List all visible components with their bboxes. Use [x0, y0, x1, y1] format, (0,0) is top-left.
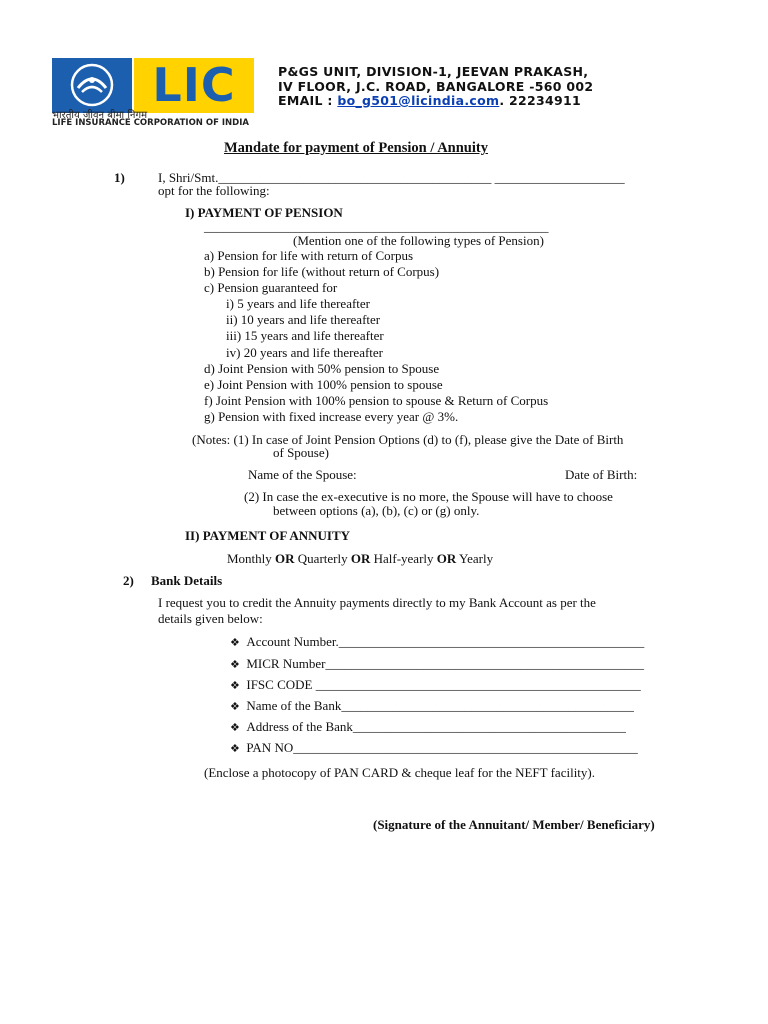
diamond-bullet-icon: ❖ [230, 659, 240, 671]
notes-1-cont: of Spouse) [273, 445, 329, 460]
option-d: d) Joint Pension with 50% pension to Spouse [204, 361, 440, 376]
org-name: LIFE INSURANCE CORPORATION OF INDIA [52, 118, 249, 128]
notes-2-cont: between options (a), (b), (c) or (g) only. [273, 503, 480, 518]
freq-yearly: Yearly [456, 551, 494, 566]
page-title: Mandate for payment of Pension / Annuity [224, 140, 488, 156]
section2-number: 2) [123, 573, 134, 588]
field-bank-address [230, 719, 626, 735]
diamond-bullet-icon: ❖ [230, 743, 240, 755]
pension-heading: I) PAYMENT OF PENSION [185, 205, 343, 220]
spouse-name-label: Name of the Spouse: [248, 467, 357, 482]
mention-note: (Mention one of the following types of Pension) [293, 233, 544, 248]
micr-label: MICR Number_________________________________________________ [246, 656, 644, 671]
bank-address-label: Address of the Bank__________________________________________ [246, 719, 626, 734]
freq-quarterly: Quarterly [294, 551, 351, 566]
request-line1: I request you to credit the Annuity payments directly to my Bank Account as per the [158, 595, 596, 610]
option-c-i: i) 5 years and life thereafter [226, 296, 371, 311]
lic-emblem-icon [52, 58, 132, 113]
contact-line [278, 93, 581, 108]
name-line: I, Shri/Smt.__________________________________________ ____________________ [158, 170, 625, 185]
pan-label: PAN NO_____________________________________________________ [246, 740, 638, 755]
diamond-bullet-icon: ❖ [230, 680, 240, 692]
freq-or-1: OR [275, 551, 295, 566]
notes-2: (2) In case the ex-executive is no more, the Spouse will have to choose [244, 489, 613, 504]
freq-monthly: Monthly [227, 551, 276, 566]
bank-details-heading: Bank Details [151, 573, 223, 588]
org-name-hindi: भारतीय जीवन बीमा निगम [52, 110, 148, 121]
option-c-ii: ii) 10 years and life thereafter [226, 312, 381, 327]
bank-name-label: Name of the Bank_____________________________________________ [246, 698, 634, 713]
email-link[interactable]: bo_g501@licindia.com [337, 93, 500, 108]
field-micr [230, 656, 644, 672]
email-label: EMAIL : [278, 93, 338, 108]
option-e: e) Joint Pension with 100% pension to spouse [204, 377, 443, 392]
option-c: c) Pension guaranteed for [204, 280, 338, 295]
signature-line: (Signature of the Annuitant/ Member/ Beneficiary) [373, 817, 655, 832]
option-c-iv: iv) 20 years and life thereafter [226, 345, 384, 360]
phone: . 22234911 [499, 93, 581, 108]
enclose-note: (Enclose a photocopy of PAN CARD & cheque leaf for the NEFT facility). [204, 765, 595, 780]
freq-or-3: OR [436, 551, 457, 566]
option-c-iii: iii) 15 years and life thereafter [226, 328, 384, 343]
annuity-heading: II) PAYMENT OF ANNUITY [185, 528, 351, 543]
option-b: b) Pension for life (without return of Corpus) [204, 264, 440, 279]
freq-or-2: OR [350, 551, 371, 566]
diamond-bullet-icon: ❖ [230, 701, 240, 713]
account-number-label: Account Number._______________________________________________ [246, 634, 645, 649]
option-g: g) Pension with fixed increase every year @ 3%. [204, 409, 459, 424]
request-line2: details given below: [158, 611, 263, 626]
field-ifsc [230, 677, 641, 693]
diamond-bullet-icon: ❖ [230, 637, 240, 649]
field-pan [230, 740, 638, 756]
pension-blank-line: _____________________________________________________ [204, 219, 549, 234]
address-line1: P&GS UNIT, DIVISION-1, JEEVAN PRAKASH, [278, 64, 589, 79]
spouse-dob-label: Date of Birth: [565, 467, 638, 482]
diamond-bullet-icon: ❖ [230, 722, 240, 734]
notes-1: (Notes: (1) In case of Joint Pension Options (d) to (f), please give the Date of Birth [192, 432, 624, 447]
field-account-number [230, 634, 644, 650]
freq-halfyearly: Half-yearly [370, 551, 437, 566]
section1-number: 1) [114, 170, 125, 185]
field-bank-name [230, 698, 634, 714]
option-f: f) Joint Pension with 100% pension to spouse & Return of Corpus [204, 393, 549, 408]
lic-wordmark: LIC [134, 58, 254, 113]
opt-line: opt for the following: [158, 183, 270, 198]
ifsc-label: IFSC CODE __________________________________________________ [246, 677, 641, 692]
address-line2: IV FLOOR, J.C. ROAD, BANGALORE -560 002 [278, 79, 594, 94]
option-a: a) Pension for life with return of Corpus [204, 248, 414, 263]
annuity-frequency [227, 551, 493, 567]
